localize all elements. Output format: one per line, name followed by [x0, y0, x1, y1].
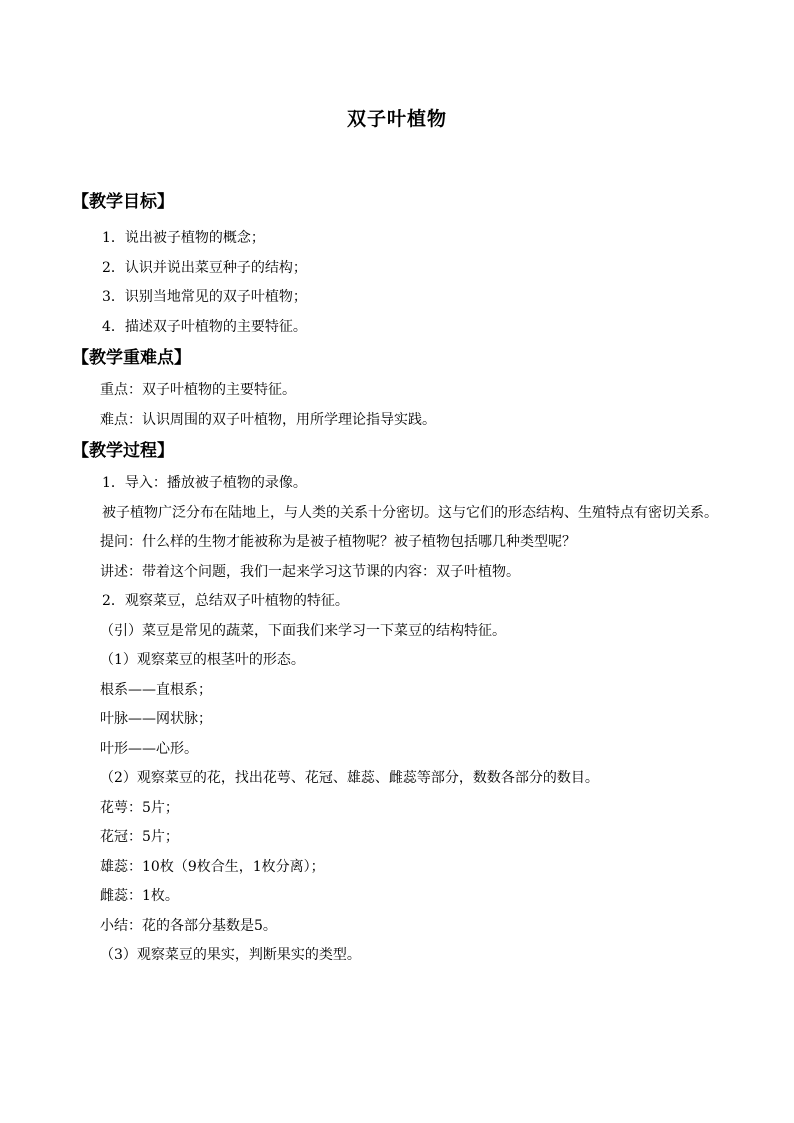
- section-objectives: [72, 186, 727, 342]
- section-heading-process: 【教学过程】: [72, 441, 174, 461]
- process-line: （引）菜豆是常见的蔬菜，下面我们来学习一下菜豆的结构特征。: [100, 622, 506, 639]
- process-line: （2）观察菜豆的花，找出花萼、花冠、雄蕊、雌蕊等部分，数数各部分的数目。: [100, 770, 599, 786]
- process-line: （1）观察菜豆的根茎叶的形态。: [100, 652, 305, 668]
- process-paragraph: 被子植物广泛分布在陆地上，与人类的关系十分密切。这与它们的形态结构、生殖特点有密切关系。: [102, 504, 718, 521]
- objective-item: 4．描述双子叶植物的主要特征。: [102, 318, 307, 335]
- key-point-item: 难点：认识周围的双子叶植物，用所学理论指导实践。: [100, 411, 436, 428]
- process-line: 花冠：5片；: [100, 829, 179, 845]
- section-key-points: [72, 342, 727, 435]
- section-process: [72, 435, 727, 971]
- process-line: 小结：花的各部分基数是5。: [100, 917, 277, 934]
- process-line: 雄蕊：10枚（9枚合生，1枚分离）；: [100, 858, 325, 875]
- process-line: （3）观察菜豆的果实，判断果实的类型。: [100, 947, 361, 963]
- process-line: 提问：什么样的生物才能被称为是被子植物呢？被子植物包括哪几种类型呢？: [100, 534, 576, 550]
- process-line: 2．观察菜豆，总结双子叶植物的特征。: [102, 593, 349, 609]
- process-line: 叶形——心形。: [100, 740, 198, 757]
- document-body: [72, 186, 727, 971]
- objective-item: 3．识别当地常见的双子叶植物；: [102, 289, 307, 305]
- document-title: 双子叶植物: [346, 108, 447, 130]
- objective-item: 1．说出被子植物的概念；: [102, 230, 265, 246]
- process-line: 讲述：带着这个问题，我们一起来学习这节课的内容：双子叶植物。: [100, 563, 520, 580]
- process-line: 雌蕊：1枚。: [100, 888, 179, 904]
- process-line: 花萼：5片；: [100, 799, 179, 816]
- objective-item: 2．认识并说出菜豆种子的结构；: [102, 259, 307, 276]
- process-line: 叶脉——网状脉；: [100, 711, 212, 727]
- process-line: 根系——直根系；: [100, 681, 212, 698]
- key-point-item: 重点：双子叶植物的主要特征。: [100, 382, 296, 398]
- section-heading-key-points: 【教学重难点】: [72, 348, 191, 368]
- process-line: 1．导入：播放被子植物的录像。: [102, 475, 307, 491]
- section-heading-objectives: 【教学目标】: [72, 192, 174, 212]
